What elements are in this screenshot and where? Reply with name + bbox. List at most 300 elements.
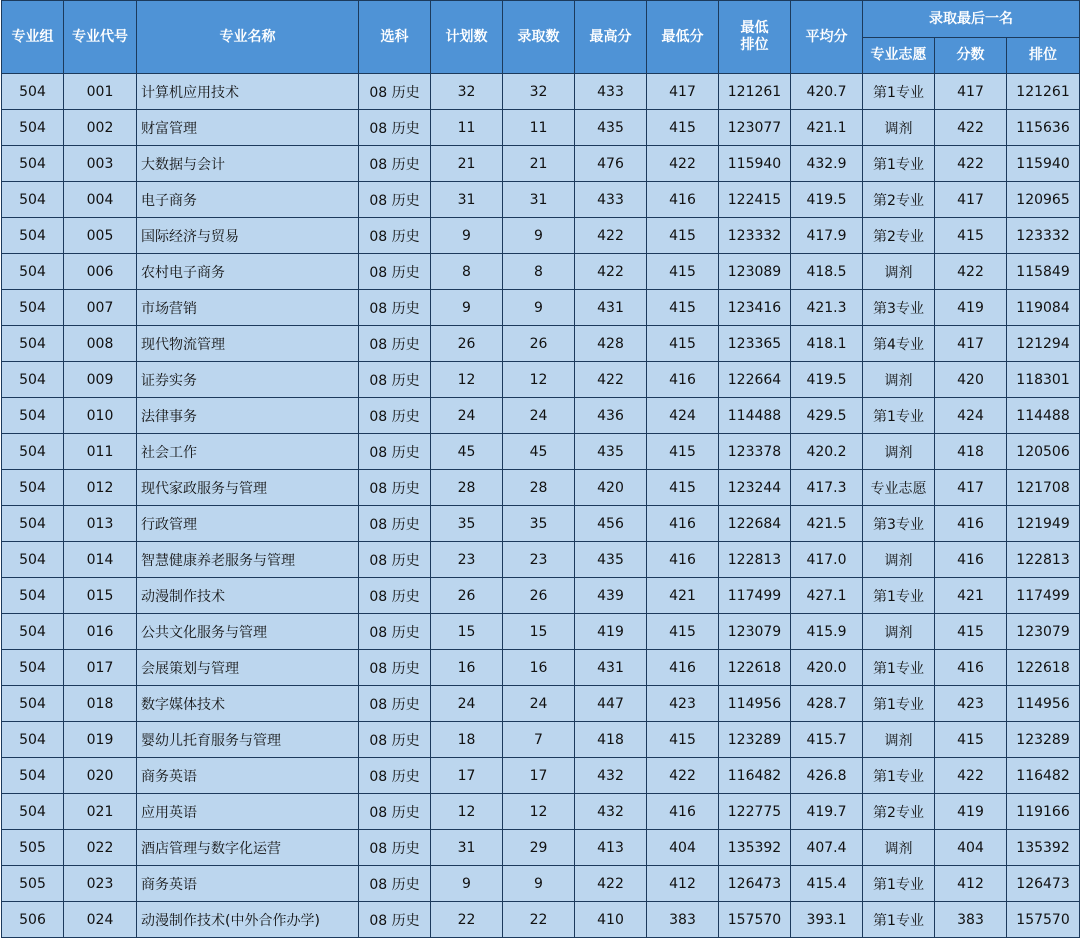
avg-score-cell: 427.1 — [791, 578, 863, 614]
plan-cell: 9 — [431, 866, 503, 902]
admit-cell: 9 — [503, 218, 575, 254]
name-cell: 证券实务 — [137, 362, 359, 398]
last-rank-cell: 157570 — [1007, 902, 1080, 938]
last-score-cell: 383 — [935, 902, 1007, 938]
last-score-cell: 422 — [935, 110, 1007, 146]
last-score-cell: 419 — [935, 794, 1007, 830]
table-row — [2, 686, 1080, 722]
last-score-cell: 419 — [935, 290, 1007, 326]
min-score-cell: 422 — [647, 146, 719, 182]
min-rank-cell: 121261 — [719, 74, 791, 110]
avg-score-cell: 418.5 — [791, 254, 863, 290]
last-wish-cell: 调剂 — [863, 254, 935, 290]
group-cell: 504 — [2, 506, 64, 542]
name-cell: 国际经济与贸易 — [137, 218, 359, 254]
subject-cell: 08 历史 — [359, 614, 431, 650]
table-row — [2, 542, 1080, 578]
min-score-cell: 416 — [647, 506, 719, 542]
max-score-cell: 428 — [575, 326, 647, 362]
table-row — [2, 254, 1080, 290]
code-cell: 008 — [64, 326, 137, 362]
table-row — [2, 290, 1080, 326]
plan-cell: 12 — [431, 362, 503, 398]
code-cell: 014 — [64, 542, 137, 578]
max-score-cell: 432 — [575, 794, 647, 830]
last-wish-cell: 第1专业 — [863, 686, 935, 722]
min-rank-cell: 123416 — [719, 290, 791, 326]
table-row — [2, 146, 1080, 182]
admit-cell: 26 — [503, 578, 575, 614]
code-cell: 003 — [64, 146, 137, 182]
last-rank-cell: 126473 — [1007, 866, 1080, 902]
group-cell: 504 — [2, 434, 64, 470]
table-row — [2, 758, 1080, 794]
subject-cell: 08 历史 — [359, 398, 431, 434]
admit-cell: 17 — [503, 758, 575, 794]
plan-cell: 17 — [431, 758, 503, 794]
group-cell: 505 — [2, 830, 64, 866]
subject-cell: 08 历史 — [359, 794, 431, 830]
avg-score-cell: 421.5 — [791, 506, 863, 542]
table-row — [2, 578, 1080, 614]
last-rank-cell: 121294 — [1007, 326, 1080, 362]
table-body — [2, 74, 1080, 938]
group-cell: 506 — [2, 902, 64, 938]
avg-score-cell: 417.9 — [791, 218, 863, 254]
admit-cell: 29 — [503, 830, 575, 866]
last-rank-cell: 116482 — [1007, 758, 1080, 794]
min-score-cell: 415 — [647, 218, 719, 254]
avg-score-cell: 428.7 — [791, 686, 863, 722]
last-rank-cell: 122813 — [1007, 542, 1080, 578]
avg-score-cell: 420.2 — [791, 434, 863, 470]
min-rank-cell: 122664 — [719, 362, 791, 398]
last-rank-cell: 119084 — [1007, 290, 1080, 326]
last-score-cell: 423 — [935, 686, 1007, 722]
min-rank-cell: 126473 — [719, 866, 791, 902]
last-score-cell: 418 — [935, 434, 1007, 470]
last-rank-cell: 121949 — [1007, 506, 1080, 542]
subject-cell: 08 历史 — [359, 830, 431, 866]
name-cell: 动漫制作技术 — [137, 578, 359, 614]
last-rank-cell: 114488 — [1007, 398, 1080, 434]
plan-cell: 26 — [431, 326, 503, 362]
header-min-rank: 最低 排位 — [719, 1, 791, 74]
subject-cell: 08 历史 — [359, 182, 431, 218]
code-cell: 009 — [64, 362, 137, 398]
plan-cell: 9 — [431, 290, 503, 326]
avg-score-cell: 420.7 — [791, 74, 863, 110]
min-score-cell: 416 — [647, 362, 719, 398]
min-rank-cell: 157570 — [719, 902, 791, 938]
min-rank-cell: 122813 — [719, 542, 791, 578]
last-wish-cell: 调剂 — [863, 542, 935, 578]
name-cell: 法律事务 — [137, 398, 359, 434]
last-rank-cell: 122618 — [1007, 650, 1080, 686]
last-rank-cell: 135392 — [1007, 830, 1080, 866]
code-cell: 007 — [64, 290, 137, 326]
last-score-cell: 417 — [935, 74, 1007, 110]
name-cell: 公共文化服务与管理 — [137, 614, 359, 650]
max-score-cell: 418 — [575, 722, 647, 758]
last-wish-cell: 第1专业 — [863, 650, 935, 686]
last-wish-cell: 调剂 — [863, 722, 935, 758]
last-wish-cell: 第4专业 — [863, 326, 935, 362]
min-rank-cell: 122684 — [719, 506, 791, 542]
group-cell: 504 — [2, 398, 64, 434]
last-score-cell: 421 — [935, 578, 1007, 614]
plan-cell: 21 — [431, 146, 503, 182]
min-score-cell: 415 — [647, 470, 719, 506]
max-score-cell: 422 — [575, 866, 647, 902]
admit-cell: 9 — [503, 290, 575, 326]
min-rank-cell: 123378 — [719, 434, 791, 470]
last-rank-cell: 123289 — [1007, 722, 1080, 758]
last-score-cell: 417 — [935, 182, 1007, 218]
header-min: 最低分 — [647, 1, 719, 74]
group-cell: 504 — [2, 182, 64, 218]
header-last-score: 分数 — [935, 38, 1007, 74]
min-score-cell: 416 — [647, 794, 719, 830]
name-cell: 商务英语 — [137, 866, 359, 902]
min-rank-cell: 123244 — [719, 470, 791, 506]
plan-cell: 16 — [431, 650, 503, 686]
max-score-cell: 422 — [575, 218, 647, 254]
last-rank-cell: 115636 — [1007, 110, 1080, 146]
min-score-cell: 404 — [647, 830, 719, 866]
min-score-cell: 416 — [647, 650, 719, 686]
min-score-cell: 415 — [647, 110, 719, 146]
subject-cell: 08 历史 — [359, 650, 431, 686]
avg-score-cell: 429.5 — [791, 398, 863, 434]
last-score-cell: 420 — [935, 362, 1007, 398]
min-rank-cell: 122775 — [719, 794, 791, 830]
min-rank-cell: 135392 — [719, 830, 791, 866]
plan-cell: 26 — [431, 578, 503, 614]
subject-cell: 08 历史 — [359, 758, 431, 794]
code-cell: 011 — [64, 434, 137, 470]
table-row — [2, 902, 1080, 938]
subject-cell: 08 历史 — [359, 722, 431, 758]
max-score-cell: 433 — [575, 182, 647, 218]
min-rank-cell: 116482 — [719, 758, 791, 794]
table-row — [2, 326, 1080, 362]
header-subject: 选科 — [359, 1, 431, 74]
name-cell: 会展策划与管理 — [137, 650, 359, 686]
group-cell: 504 — [2, 650, 64, 686]
admit-cell: 24 — [503, 686, 575, 722]
admit-cell: 12 — [503, 362, 575, 398]
group-cell: 504 — [2, 722, 64, 758]
last-wish-cell: 第1专业 — [863, 758, 935, 794]
last-wish-cell: 调剂 — [863, 110, 935, 146]
max-score-cell: 436 — [575, 398, 647, 434]
group-cell: 504 — [2, 254, 64, 290]
header-plan: 计划数 — [431, 1, 503, 74]
subject-cell: 08 历史 — [359, 290, 431, 326]
last-wish-cell: 专业志愿 — [863, 470, 935, 506]
subject-cell: 08 历史 — [359, 110, 431, 146]
code-cell: 004 — [64, 182, 137, 218]
max-score-cell: 422 — [575, 254, 647, 290]
plan-cell: 18 — [431, 722, 503, 758]
min-rank-cell: 123079 — [719, 614, 791, 650]
subject-cell: 08 历史 — [359, 74, 431, 110]
plan-cell: 45 — [431, 434, 503, 470]
subject-cell: 08 历史 — [359, 542, 431, 578]
min-score-cell: 421 — [647, 578, 719, 614]
plan-cell: 24 — [431, 398, 503, 434]
min-rank-cell: 117499 — [719, 578, 791, 614]
avg-score-cell: 417.0 — [791, 542, 863, 578]
last-score-cell: 417 — [935, 326, 1007, 362]
last-rank-cell: 115849 — [1007, 254, 1080, 290]
table-row — [2, 794, 1080, 830]
name-cell: 社会工作 — [137, 434, 359, 470]
plan-cell: 28 — [431, 470, 503, 506]
header-name: 专业名称 — [137, 1, 359, 74]
max-score-cell: 431 — [575, 650, 647, 686]
min-score-cell: 415 — [647, 722, 719, 758]
admit-cell: 26 — [503, 326, 575, 362]
max-score-cell: 447 — [575, 686, 647, 722]
last-wish-cell: 第2专业 — [863, 794, 935, 830]
subject-cell: 08 历史 — [359, 254, 431, 290]
table-row — [2, 362, 1080, 398]
name-cell: 动漫制作技术(中外合作办学) — [137, 902, 359, 938]
last-wish-cell: 调剂 — [863, 362, 935, 398]
last-score-cell: 416 — [935, 650, 1007, 686]
min-rank-cell: 122415 — [719, 182, 791, 218]
group-cell: 504 — [2, 686, 64, 722]
name-cell: 计算机应用技术 — [137, 74, 359, 110]
plan-cell: 8 — [431, 254, 503, 290]
last-score-cell: 404 — [935, 830, 1007, 866]
admit-cell: 15 — [503, 614, 575, 650]
table-row — [2, 506, 1080, 542]
max-score-cell: 476 — [575, 146, 647, 182]
last-wish-cell: 第1专业 — [863, 146, 935, 182]
min-score-cell: 424 — [647, 398, 719, 434]
plan-cell: 22 — [431, 902, 503, 938]
code-cell: 020 — [64, 758, 137, 794]
admit-cell: 21 — [503, 146, 575, 182]
subject-cell: 08 历史 — [359, 146, 431, 182]
admit-cell: 35 — [503, 506, 575, 542]
header-admit: 录取数 — [503, 1, 575, 74]
min-score-cell: 423 — [647, 686, 719, 722]
last-wish-cell: 第1专业 — [863, 866, 935, 902]
name-cell: 商务英语 — [137, 758, 359, 794]
min-rank-cell: 123332 — [719, 218, 791, 254]
group-cell: 504 — [2, 758, 64, 794]
last-wish-cell: 第1专业 — [863, 902, 935, 938]
max-score-cell: 419 — [575, 614, 647, 650]
min-rank-cell: 123077 — [719, 110, 791, 146]
admit-cell: 16 — [503, 650, 575, 686]
code-cell: 006 — [64, 254, 137, 290]
min-score-cell: 415 — [647, 254, 719, 290]
table-row — [2, 722, 1080, 758]
table-row — [2, 470, 1080, 506]
last-rank-cell: 114956 — [1007, 686, 1080, 722]
min-rank-cell: 122618 — [719, 650, 791, 686]
last-wish-cell: 第3专业 — [863, 290, 935, 326]
table-row — [2, 398, 1080, 434]
avg-score-cell: 393.1 — [791, 902, 863, 938]
group-cell: 504 — [2, 614, 64, 650]
last-score-cell: 415 — [935, 614, 1007, 650]
admit-cell: 8 — [503, 254, 575, 290]
avg-score-cell: 420.0 — [791, 650, 863, 686]
max-score-cell: 435 — [575, 434, 647, 470]
last-score-cell: 422 — [935, 146, 1007, 182]
max-score-cell: 439 — [575, 578, 647, 614]
code-cell: 002 — [64, 110, 137, 146]
avg-score-cell: 419.5 — [791, 182, 863, 218]
table-row — [2, 110, 1080, 146]
last-score-cell: 412 — [935, 866, 1007, 902]
last-score-cell: 415 — [935, 218, 1007, 254]
header-group: 专业组 — [2, 1, 64, 74]
name-cell: 财富管理 — [137, 110, 359, 146]
subject-cell: 08 历史 — [359, 506, 431, 542]
name-cell: 应用英语 — [137, 794, 359, 830]
code-cell: 023 — [64, 866, 137, 902]
last-score-cell: 422 — [935, 758, 1007, 794]
group-cell: 504 — [2, 542, 64, 578]
last-wish-cell: 第1专业 — [863, 74, 935, 110]
last-rank-cell: 115940 — [1007, 146, 1080, 182]
subject-cell: 08 历史 — [359, 470, 431, 506]
admit-cell: 9 — [503, 866, 575, 902]
max-score-cell: 433 — [575, 74, 647, 110]
admit-cell: 45 — [503, 434, 575, 470]
last-score-cell: 422 — [935, 254, 1007, 290]
min-rank-cell: 114488 — [719, 398, 791, 434]
last-rank-cell: 121261 — [1007, 74, 1080, 110]
min-score-cell: 422 — [647, 758, 719, 794]
subject-cell: 08 历史 — [359, 902, 431, 938]
avg-score-cell: 426.8 — [791, 758, 863, 794]
plan-cell: 32 — [431, 74, 503, 110]
max-score-cell: 410 — [575, 902, 647, 938]
name-cell: 农村电子商务 — [137, 254, 359, 290]
last-rank-cell: 120965 — [1007, 182, 1080, 218]
group-cell: 504 — [2, 218, 64, 254]
name-cell: 行政管理 — [137, 506, 359, 542]
code-cell: 013 — [64, 506, 137, 542]
avg-score-cell: 419.5 — [791, 362, 863, 398]
admit-cell: 28 — [503, 470, 575, 506]
admit-cell: 24 — [503, 398, 575, 434]
last-score-cell: 424 — [935, 398, 1007, 434]
min-score-cell: 415 — [647, 290, 719, 326]
admit-cell: 11 — [503, 110, 575, 146]
subject-cell: 08 历史 — [359, 434, 431, 470]
max-score-cell: 456 — [575, 506, 647, 542]
plan-cell: 9 — [431, 218, 503, 254]
min-score-cell: 415 — [647, 326, 719, 362]
name-cell: 酒店管理与数字化运营 — [137, 830, 359, 866]
last-score-cell: 416 — [935, 542, 1007, 578]
name-cell: 数字媒体技术 — [137, 686, 359, 722]
admit-cell: 31 — [503, 182, 575, 218]
min-score-cell: 383 — [647, 902, 719, 938]
max-score-cell: 432 — [575, 758, 647, 794]
group-cell: 504 — [2, 326, 64, 362]
admission-table — [1, 0, 1080, 938]
avg-score-cell: 407.4 — [791, 830, 863, 866]
last-wish-cell: 调剂 — [863, 614, 935, 650]
last-score-cell: 416 — [935, 506, 1007, 542]
group-cell: 504 — [2, 74, 64, 110]
last-wish-cell: 第3专业 — [863, 506, 935, 542]
max-score-cell: 422 — [575, 362, 647, 398]
name-cell: 婴幼儿托育服务与管理 — [137, 722, 359, 758]
code-cell: 010 — [64, 398, 137, 434]
admit-cell: 22 — [503, 902, 575, 938]
group-cell: 505 — [2, 866, 64, 902]
name-cell: 现代家政服务与管理 — [137, 470, 359, 506]
code-cell: 015 — [64, 578, 137, 614]
min-rank-cell: 115940 — [719, 146, 791, 182]
table-row — [2, 614, 1080, 650]
avg-score-cell: 421.3 — [791, 290, 863, 326]
name-cell: 大数据与会计 — [137, 146, 359, 182]
code-cell: 021 — [64, 794, 137, 830]
plan-cell: 24 — [431, 686, 503, 722]
min-rank-cell: 123089 — [719, 254, 791, 290]
min-score-cell: 417 — [647, 74, 719, 110]
min-score-cell: 415 — [647, 434, 719, 470]
subject-cell: 08 历史 — [359, 578, 431, 614]
table-row — [2, 218, 1080, 254]
subject-cell: 08 历史 — [359, 326, 431, 362]
min-rank-cell: 123365 — [719, 326, 791, 362]
max-score-cell: 413 — [575, 830, 647, 866]
last-score-cell: 417 — [935, 470, 1007, 506]
header-last-wish: 专业志愿 — [863, 38, 935, 74]
last-wish-cell: 调剂 — [863, 830, 935, 866]
min-score-cell: 412 — [647, 866, 719, 902]
admit-cell: 32 — [503, 74, 575, 110]
code-cell: 016 — [64, 614, 137, 650]
last-rank-cell: 121708 — [1007, 470, 1080, 506]
group-cell: 504 — [2, 470, 64, 506]
header-code: 专业代号 — [64, 1, 137, 74]
table-row — [2, 866, 1080, 902]
code-cell: 017 — [64, 650, 137, 686]
last-wish-cell: 调剂 — [863, 434, 935, 470]
code-cell: 019 — [64, 722, 137, 758]
subject-cell: 08 历史 — [359, 866, 431, 902]
avg-score-cell: 418.1 — [791, 326, 863, 362]
code-cell: 018 — [64, 686, 137, 722]
code-cell: 012 — [64, 470, 137, 506]
subject-cell: 08 历史 — [359, 362, 431, 398]
avg-score-cell: 432.9 — [791, 146, 863, 182]
plan-cell: 31 — [431, 830, 503, 866]
code-cell: 005 — [64, 218, 137, 254]
avg-score-cell: 419.7 — [791, 794, 863, 830]
group-cell: 504 — [2, 290, 64, 326]
code-cell: 022 — [64, 830, 137, 866]
last-rank-cell: 123079 — [1007, 614, 1080, 650]
header-last-admitted: 录取最后一名 — [863, 1, 1080, 38]
table-row — [2, 830, 1080, 866]
min-score-cell: 416 — [647, 542, 719, 578]
